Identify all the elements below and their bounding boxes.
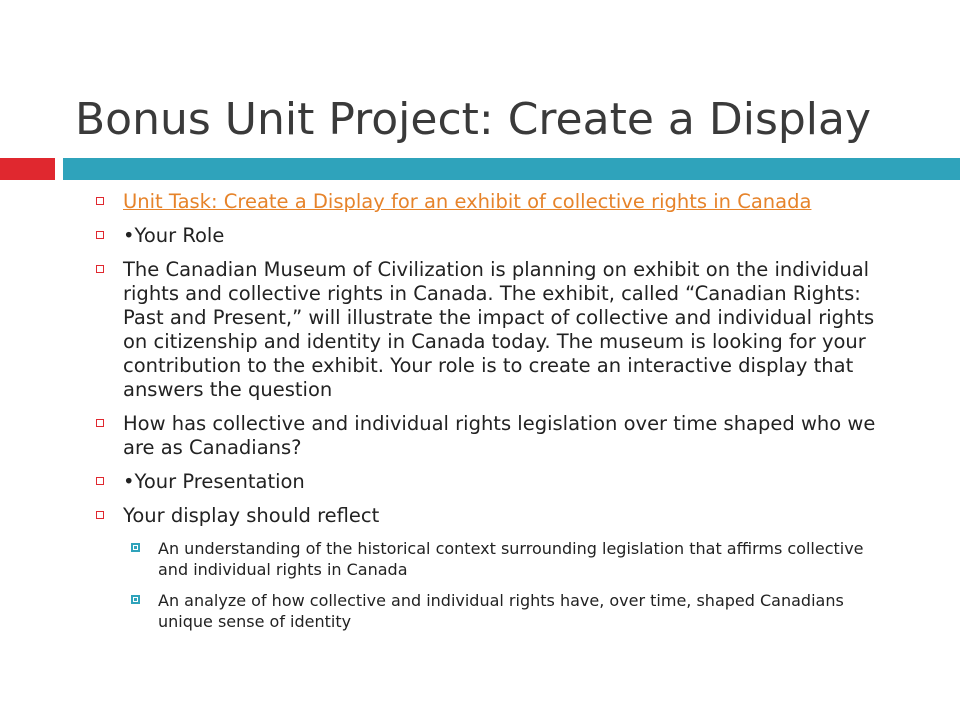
bullet-text: The Canadian Museum of Civilization is planning on exhibit on the individual rights and collective rights in Canada. The exhibit, called “Canadian Rights: Past and Present,” will illustrate the impact of collective and individual rights on citizenship and identity in Canada today. The museum is looking for your contribution to the exhibit. Your role is to create an interactive display that answers the question [123, 258, 875, 401]
sub-bullet-item-historical-context [96, 538, 876, 580]
sub-bullet-text: An understanding of the historical context surrounding legislation that affirms collective and individual rights in Canada [158, 539, 864, 579]
square-bullet-icon [96, 477, 104, 485]
teal-square-bullet-icon [131, 543, 140, 552]
bullet-text: •Your Presentation [123, 470, 305, 493]
unit-task-link[interactable]: Unit Task: Create a Display for an exhibit of collective rights in Canada [123, 190, 812, 213]
bullet-text: Your display should reflect [123, 504, 380, 527]
teal-square-bullet-icon [131, 595, 140, 604]
bullet-item-your-presentation [96, 470, 876, 494]
bullet-item-museum-description [96, 258, 876, 402]
square-bullet-icon [96, 265, 104, 273]
bullet-item-your-role [96, 224, 876, 248]
square-bullet-icon [96, 231, 104, 239]
bullet-text: How has collective and individual rights legislation over time shaped who we are as Canadians? [123, 412, 876, 459]
accent-bar-teal [63, 158, 960, 180]
sub-bullet-item-identity [96, 590, 876, 632]
slide-title: Bonus Unit Project: Create a Display [75, 94, 872, 145]
square-bullet-icon [96, 511, 104, 519]
square-bullet-icon [96, 197, 104, 205]
accent-bar-red [0, 158, 55, 180]
slide-body [96, 190, 876, 642]
bullet-item-display-reflect [96, 504, 876, 528]
square-bullet-icon [96, 419, 104, 427]
bullet-item-unit-task [96, 190, 876, 214]
bullet-text: •Your Role [123, 224, 225, 247]
bullet-item-question [96, 412, 876, 460]
sub-bullet-text: An analyze of how collective and individual rights have, over time, shaped Canadians unique sense of identity [158, 591, 844, 631]
